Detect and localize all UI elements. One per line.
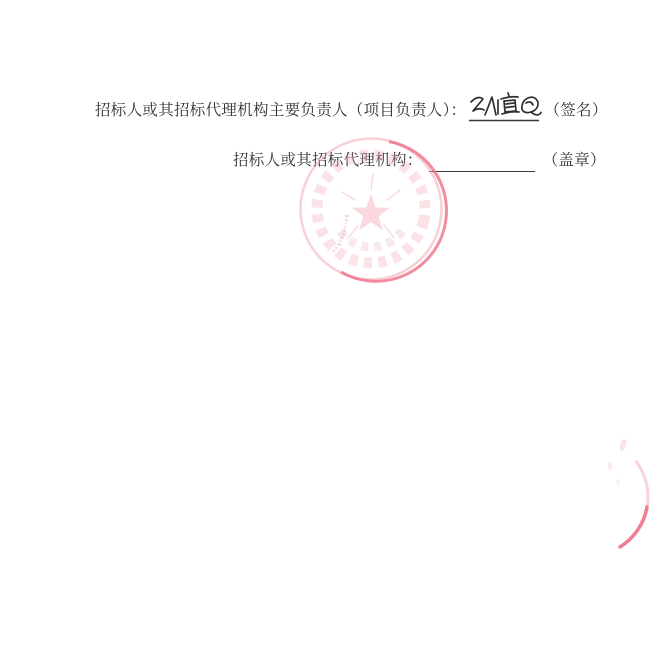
seal-bottom-characters bbox=[340, 231, 402, 247]
agency-label: 招标人或其招标代理机构： bbox=[233, 152, 423, 169]
signature-ink-icon bbox=[468, 90, 542, 124]
responsible-person-line bbox=[95, 90, 608, 122]
partial-arc-smudges bbox=[607, 438, 628, 485]
responsible-person-label: 招标人或其招标代理机构主要负责人（项目负责人）： bbox=[95, 102, 467, 119]
handwritten-signature bbox=[468, 90, 542, 124]
partial-arc-strong bbox=[620, 507, 647, 547]
circular-company-seal bbox=[292, 130, 450, 288]
partial-seal-arc bbox=[560, 420, 668, 580]
seal-latin-arc-text: engineering bbox=[331, 213, 350, 254]
signature-note: （签名） bbox=[544, 102, 608, 119]
seal-note: （盖章） bbox=[542, 152, 606, 169]
